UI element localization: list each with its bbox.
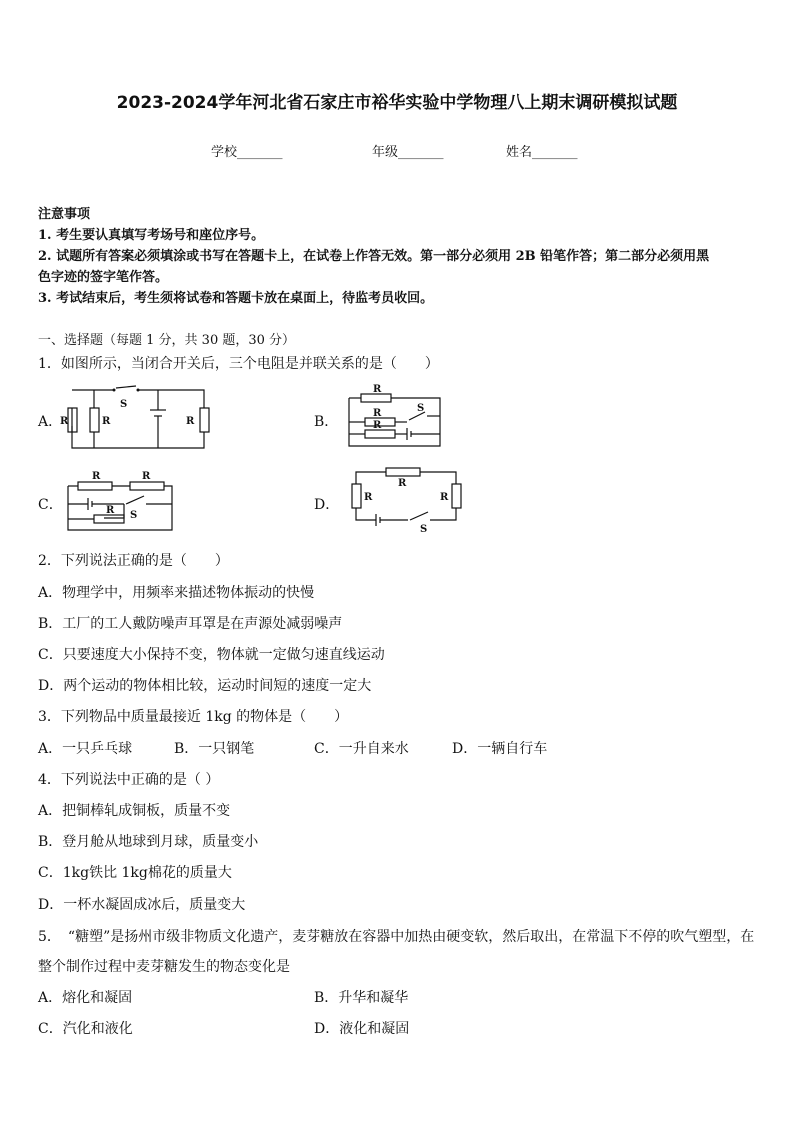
- question-2-option-d: D．两个运动的物体相比较，运动时间短的速度一定大: [38, 678, 372, 694]
- svg-text:R: R: [440, 492, 449, 503]
- svg-text:R: R: [106, 505, 115, 516]
- question-5-stem: 5． “糖塑”是扬州市级非物质文化遗产，麦芽糖放在容器中加热由硬变软，然后取出，在常温下不停的吹气塑型，在: [38, 929, 755, 945]
- question-4-option-d: D．一杯水凝固成冰后，质量变大: [38, 897, 246, 913]
- question-3-option-a: A．一只乒乓球: [38, 741, 133, 757]
- svg-text:R: R: [186, 416, 195, 427]
- question-3-stem: 3．下列物品中质量最接近 1kg 的物体是（ ）: [38, 709, 349, 725]
- note-2: 2. 试题所有答案必须填涂或书写在答题卡上，在试卷上作答无效。第一部分必须用 2B 铅笔作答；第二部分必须用黑: [38, 249, 710, 264]
- question-1-stem: 1．如图所示，当闭合开关后，三个电阻是并联关系的是（ ）: [38, 356, 439, 372]
- circuit-diagram-c: [66, 468, 178, 534]
- question-2-option-b: B．工厂的工人戴防噪声耳罩是在声源处减弱噪声: [38, 616, 343, 632]
- svg-text:R: R: [102, 416, 111, 427]
- question-1-option-a: A．: [38, 414, 63, 430]
- svg-text:R: R: [398, 478, 407, 489]
- notes-heading: 注意事项: [38, 207, 91, 222]
- svg-text:R: R: [92, 471, 101, 482]
- circuit-diagram-a: [60, 384, 212, 454]
- question-4-option-c: C．1kg铁比 1kg棉花的质量大: [38, 865, 232, 881]
- question-2-option-c: C．只要速度大小保持不变，物体就一定做匀速直线运动: [38, 647, 385, 663]
- note-3: 3. 考试结束后，考生须将试卷和答题卡放在桌面上，待监考员收回。: [38, 291, 434, 306]
- svg-text:S: S: [417, 403, 425, 414]
- question-2-option-a: A．物理学中，用频率来描述物体振动的快慢: [38, 585, 315, 601]
- svg-text:R: R: [373, 408, 382, 419]
- svg-text:R: R: [142, 471, 151, 482]
- circuit-diagram-d: [350, 468, 462, 535]
- question-5-option-a: A．熔化和凝固: [38, 990, 133, 1006]
- question-5-option-b: B．升华和凝华: [314, 990, 409, 1006]
- question-1-option-d: D．: [314, 497, 340, 513]
- question-4-option-a: A．把铜棒轧成铜板，质量不变: [38, 803, 231, 819]
- svg-text:R: R: [373, 384, 382, 395]
- question-5-stem-cont: 整个制作过程中麦芽糖发生的物态变化是: [38, 959, 290, 975]
- question-4-option-b: B．登月舱从地球到月球，质量变小: [38, 834, 259, 850]
- question-4-stem: 4．下列说法中正确的是（ ）: [38, 772, 220, 788]
- grade-field: 年级_______: [372, 145, 444, 160]
- school-field: 学校_______: [211, 145, 283, 160]
- name-field: 姓名_______: [506, 145, 578, 160]
- question-5-option-c: C．汽化和液化: [38, 1021, 133, 1037]
- svg-text:R: R: [364, 492, 373, 503]
- note-1: 1. 考生要认真填写考场号和座位序号。: [38, 228, 265, 243]
- question-1-option-c: C．: [38, 497, 63, 513]
- question-5-option-d: D．液化和凝固: [314, 1021, 410, 1037]
- svg-text:S: S: [120, 399, 128, 410]
- svg-text:S: S: [130, 510, 138, 521]
- page-title: 2023-2024学年河北省石家庄市裕华实验中学物理八上期末调研模拟试题: [116, 93, 678, 113]
- section-heading: 一、选择题（每题 1 分，共 30 题，30 分）: [38, 333, 296, 348]
- note-2-cont: 色字迹的签字笔作答。: [38, 270, 169, 285]
- question-3-option-c: C．一升自来水: [314, 741, 409, 757]
- question-3-option-d: D．一辆自行车: [452, 741, 548, 757]
- question-3-option-b: B．一只钢笔: [174, 741, 255, 757]
- svg-text:R: R: [373, 420, 382, 431]
- question-2-stem: 2．下列说法正确的是（ ）: [38, 553, 229, 569]
- question-1-option-b: B．: [314, 414, 339, 430]
- svg-text:R: R: [60, 416, 69, 427]
- svg-text:S: S: [420, 524, 428, 535]
- circuit-diagram-b: [345, 384, 445, 454]
